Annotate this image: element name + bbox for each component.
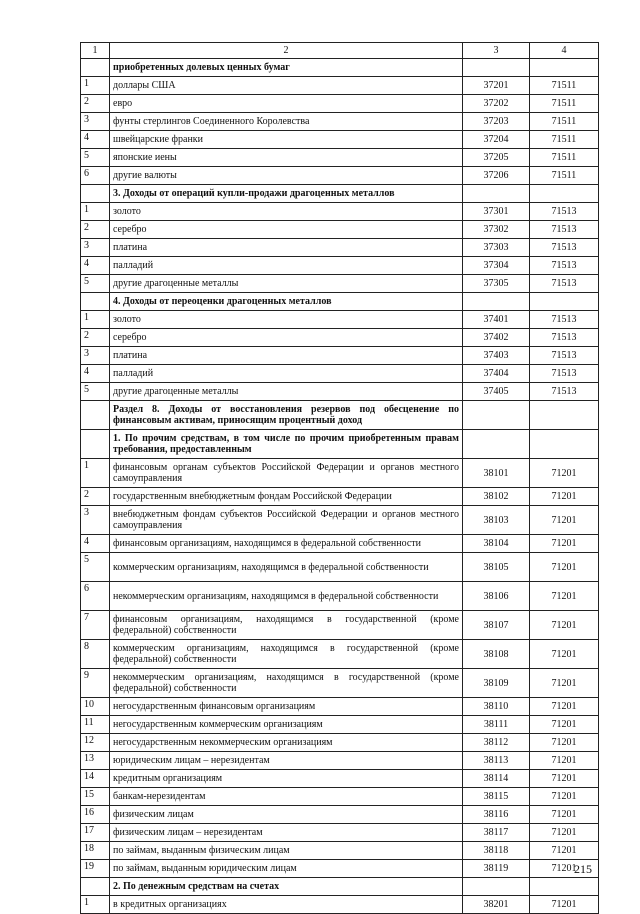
account-code: [463, 293, 530, 311]
article-code: 71511: [530, 167, 599, 185]
table-row: [81, 842, 599, 860]
row-description: в кредитных организациях: [110, 896, 463, 914]
row-number: [81, 430, 110, 459]
row-number: 11: [81, 716, 110, 734]
row-number: 2: [81, 95, 110, 113]
article-code: 71201: [530, 459, 599, 488]
account-code: 38116: [463, 806, 530, 824]
row-number: 6: [81, 582, 110, 611]
account-code: 37205: [463, 149, 530, 167]
article-code: 71201: [530, 611, 599, 640]
table-row: [81, 716, 599, 734]
account-code: 37404: [463, 365, 530, 383]
row-description: некоммерческим организациям, находящимся в государственной (кроме федеральной) собственности: [110, 669, 463, 698]
account-code: 38112: [463, 734, 530, 752]
article-code: 71201: [530, 582, 599, 611]
row-number: 1: [81, 459, 110, 488]
row-description: платина: [110, 347, 463, 365]
section-heading-row: [81, 401, 599, 430]
table-row: [81, 239, 599, 257]
account-code: 37201: [463, 77, 530, 95]
section-heading-row: [81, 293, 599, 311]
row-description: 1. По прочим средствам, в том числе по прочим приобретенным правам требования, предоставленным: [110, 430, 463, 459]
account-code: 38119: [463, 860, 530, 878]
table-row: [81, 221, 599, 239]
row-number: [81, 185, 110, 203]
row-number: 8: [81, 640, 110, 669]
row-description: негосударственным некоммерческим организациям: [110, 734, 463, 752]
row-number: 18: [81, 842, 110, 860]
row-number: 4: [81, 535, 110, 553]
row-number: 1: [81, 77, 110, 95]
row-description: негосударственным финансовым организациям: [110, 698, 463, 716]
article-code: 71201: [530, 553, 599, 582]
account-code: 38103: [463, 506, 530, 535]
table-row: [81, 275, 599, 293]
account-code: 38111: [463, 716, 530, 734]
row-description: финансовым организациям, находящимся в государственной (кроме федеральной) собственности: [110, 611, 463, 640]
article-code: 71201: [530, 506, 599, 535]
table-row: [81, 95, 599, 113]
article-code: [530, 401, 599, 430]
row-description: швейцарские франки: [110, 131, 463, 149]
row-number: [81, 878, 110, 896]
row-description: некоммерческим организациям, находящимся в федеральной собственности: [110, 582, 463, 611]
account-code: 37202: [463, 95, 530, 113]
table-row: [81, 582, 599, 611]
table-row: [81, 535, 599, 553]
row-number: 12: [81, 734, 110, 752]
row-description: банкам-нерезидентам: [110, 788, 463, 806]
row-description: платина: [110, 239, 463, 257]
account-code: 37305: [463, 275, 530, 293]
account-code: 38102: [463, 488, 530, 506]
row-number: 5: [81, 149, 110, 167]
table-row: [81, 488, 599, 506]
table-row: [81, 311, 599, 329]
table-row: [81, 383, 599, 401]
row-description: золото: [110, 203, 463, 221]
row-description: серебро: [110, 221, 463, 239]
table-row: [81, 611, 599, 640]
row-description: государственным внебюджетным фондам Российской Федерации: [110, 488, 463, 506]
account-code: 37303: [463, 239, 530, 257]
row-description: негосударственным коммерческим организациям: [110, 716, 463, 734]
row-number: 2: [81, 488, 110, 506]
row-number: 9: [81, 669, 110, 698]
table-row: [81, 329, 599, 347]
article-code: 71511: [530, 113, 599, 131]
row-number: 3: [81, 506, 110, 535]
account-code: 37203: [463, 113, 530, 131]
table-row: [81, 752, 599, 770]
table-row: [81, 131, 599, 149]
row-description: 4. Доходы от переоценки драгоценных металлов: [110, 293, 463, 311]
table-row: [81, 365, 599, 383]
row-number: 13: [81, 752, 110, 770]
article-code: 71201: [530, 788, 599, 806]
row-description: палладий: [110, 257, 463, 275]
account-code: 38115: [463, 788, 530, 806]
article-code: 71201: [530, 860, 599, 878]
row-number: 10: [81, 698, 110, 716]
article-code: 71513: [530, 257, 599, 275]
account-code: 38108: [463, 640, 530, 669]
row-number: [81, 59, 110, 77]
table-row: [81, 669, 599, 698]
article-code: [530, 59, 599, 77]
article-code: 71201: [530, 698, 599, 716]
article-code: 71201: [530, 806, 599, 824]
account-code: 38106: [463, 582, 530, 611]
article-code: 71201: [530, 716, 599, 734]
article-code: 71511: [530, 77, 599, 95]
account-code: 38117: [463, 824, 530, 842]
article-code: 71201: [530, 640, 599, 669]
row-description: коммерческим организациям, находящимся в государственной (кроме федеральной) собственности: [110, 640, 463, 669]
table-row: [81, 860, 599, 878]
row-number: 3: [81, 347, 110, 365]
row-number: 5: [81, 275, 110, 293]
account-code: 37405: [463, 383, 530, 401]
article-code: 71511: [530, 95, 599, 113]
article-code: 71201: [530, 842, 599, 860]
account-code: 37401: [463, 311, 530, 329]
row-description: другие драгоценные металлы: [110, 383, 463, 401]
section-heading-row: [81, 430, 599, 459]
account-code: 37302: [463, 221, 530, 239]
table-row: [81, 698, 599, 716]
article-code: 71201: [530, 734, 599, 752]
table-row: [81, 824, 599, 842]
row-number: 6: [81, 167, 110, 185]
table-row: [81, 347, 599, 365]
section-heading-row: [81, 59, 599, 77]
article-code: 71201: [530, 488, 599, 506]
row-number: 5: [81, 553, 110, 582]
table-row: [81, 640, 599, 669]
account-code: 38118: [463, 842, 530, 860]
account-code: [463, 59, 530, 77]
row-description: палладий: [110, 365, 463, 383]
row-description: юридическим лицам – нерезидентам: [110, 752, 463, 770]
table-row: [81, 806, 599, 824]
account-code: 38107: [463, 611, 530, 640]
row-number: 5: [81, 383, 110, 401]
row-number: 14: [81, 770, 110, 788]
row-description: 2. По денежным средствам на счетах: [110, 878, 463, 896]
table-row: [81, 459, 599, 488]
row-description: доллары США: [110, 77, 463, 95]
account-code: 38113: [463, 752, 530, 770]
article-code: 71201: [530, 896, 599, 914]
article-code: 71511: [530, 131, 599, 149]
row-number: 2: [81, 329, 110, 347]
row-description: по займам, выданным юридическим лицам: [110, 860, 463, 878]
row-description: евро: [110, 95, 463, 113]
row-number: 4: [81, 257, 110, 275]
account-code: 38110: [463, 698, 530, 716]
row-number: 16: [81, 806, 110, 824]
section-heading-row: [81, 185, 599, 203]
article-code: 71513: [530, 203, 599, 221]
article-code: 71513: [530, 329, 599, 347]
page-number: 215: [574, 862, 592, 876]
article-code: [530, 878, 599, 896]
column-header: 2: [110, 43, 463, 59]
column-header: 3: [463, 43, 530, 59]
row-number: 4: [81, 131, 110, 149]
article-code: 71513: [530, 311, 599, 329]
table-row: [81, 506, 599, 535]
account-code: [463, 185, 530, 203]
row-description: другие валюты: [110, 167, 463, 185]
table-row: [81, 770, 599, 788]
row-description: фунты стерлингов Соединенного Королевства: [110, 113, 463, 131]
table-body: [81, 43, 599, 914]
row-number: [81, 293, 110, 311]
article-code: [530, 430, 599, 459]
row-number: 19: [81, 860, 110, 878]
income-accounts-table: [80, 42, 599, 914]
row-description: японские иены: [110, 149, 463, 167]
article-code: [530, 185, 599, 203]
row-number: 3: [81, 113, 110, 131]
account-code: 37403: [463, 347, 530, 365]
row-description: физическим лицам – нерезидентам: [110, 824, 463, 842]
article-code: 71201: [530, 535, 599, 553]
article-code: 71513: [530, 239, 599, 257]
section-heading-row: [81, 878, 599, 896]
column-header: 4: [530, 43, 599, 59]
article-code: 71513: [530, 347, 599, 365]
row-number: 3: [81, 239, 110, 257]
row-description: коммерческим организациям, находящимся в федеральной собственности: [110, 553, 463, 582]
table-row: [81, 77, 599, 95]
account-code: 37304: [463, 257, 530, 275]
account-code: [463, 878, 530, 896]
account-code: 38109: [463, 669, 530, 698]
row-number: 4: [81, 365, 110, 383]
row-number: 2: [81, 221, 110, 239]
article-code: 71201: [530, 824, 599, 842]
article-code: 71511: [530, 149, 599, 167]
row-number: 7: [81, 611, 110, 640]
article-code: 71513: [530, 221, 599, 239]
account-code: [463, 401, 530, 430]
column-header: 1: [81, 43, 110, 59]
row-description: приобретенных долевых ценных бумаг: [110, 59, 463, 77]
row-description: финансовым организациям, находящимся в федеральной собственности: [110, 535, 463, 553]
row-description: кредитным организациям: [110, 770, 463, 788]
account-code: 37206: [463, 167, 530, 185]
account-code: 37204: [463, 131, 530, 149]
row-description: серебро: [110, 329, 463, 347]
account-code: [463, 430, 530, 459]
row-number: 15: [81, 788, 110, 806]
account-code: 38201: [463, 896, 530, 914]
table-row: [81, 167, 599, 185]
table-row: [81, 203, 599, 221]
table-row: [81, 734, 599, 752]
account-code: 38114: [463, 770, 530, 788]
row-number: [81, 401, 110, 430]
row-description: 3. Доходы от операций купли-продажи драгоценных металлов: [110, 185, 463, 203]
account-code: 38101: [463, 459, 530, 488]
article-code: [530, 293, 599, 311]
row-number: 1: [81, 896, 110, 914]
row-description: внебюджетным фондам субъектов Российской Федерации и органов местного самоуправления: [110, 506, 463, 535]
article-code: 71201: [530, 770, 599, 788]
row-number: 1: [81, 203, 110, 221]
account-code: 37301: [463, 203, 530, 221]
article-code: 71201: [530, 669, 599, 698]
table-row: [81, 788, 599, 806]
row-number: 17: [81, 824, 110, 842]
account-code: 37402: [463, 329, 530, 347]
account-code: 38105: [463, 553, 530, 582]
article-code: 71513: [530, 275, 599, 293]
article-code: 71201: [530, 752, 599, 770]
row-description: физическим лицам: [110, 806, 463, 824]
row-number: 1: [81, 311, 110, 329]
table-row: [81, 149, 599, 167]
account-code: 38104: [463, 535, 530, 553]
row-description: золото: [110, 311, 463, 329]
table-header-row: [81, 43, 599, 59]
table-row: [81, 553, 599, 582]
article-code: 71513: [530, 383, 599, 401]
article-code: 71513: [530, 365, 599, 383]
row-description: Раздел 8. Доходы от восстановления резервов под обесценение по финансовым активам, приносящим процентный доход: [110, 401, 463, 430]
row-description: по займам, выданным физическим лицам: [110, 842, 463, 860]
row-description: финансовым органам субъектов Российской Федерации и органов местного самоуправления: [110, 459, 463, 488]
table-row: [81, 257, 599, 275]
table-row: [81, 113, 599, 131]
row-description: другие драгоценные металлы: [110, 275, 463, 293]
